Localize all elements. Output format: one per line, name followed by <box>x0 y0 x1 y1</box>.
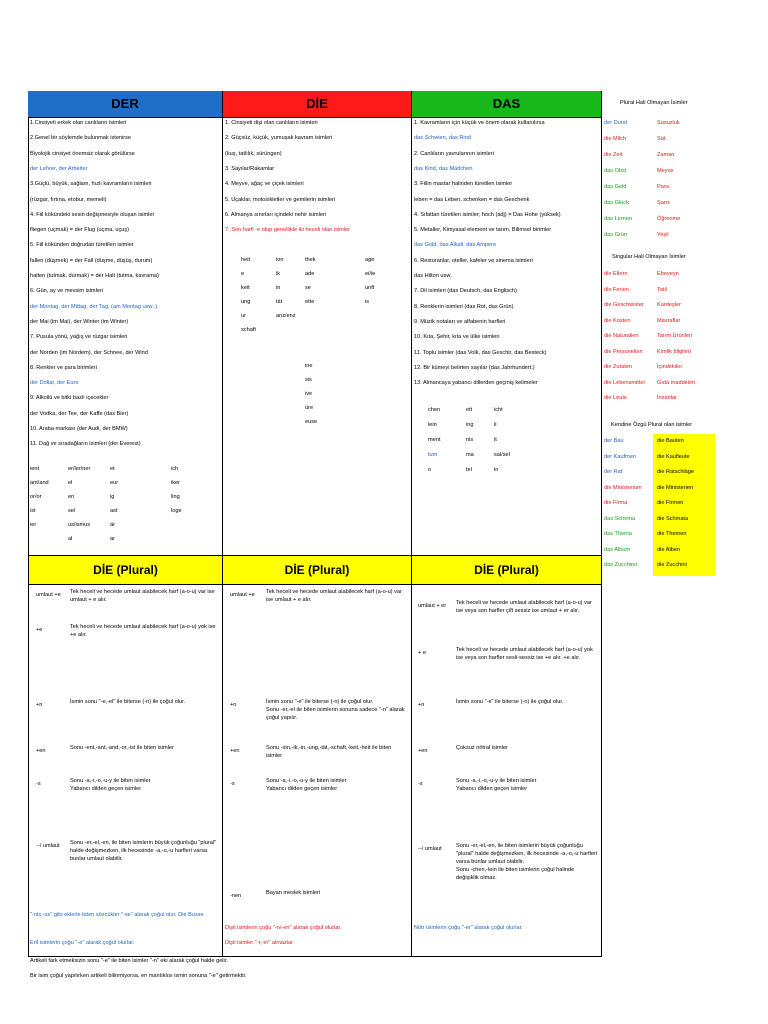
side-special-word: der Bau <box>604 438 624 444</box>
die-rule-line: (kuş, tatlılık, sürüngen) <box>225 150 282 157</box>
side-title-special: Kendine Özgü Plural olan isimler <box>611 422 693 428</box>
die-suffix: sis <box>305 377 312 383</box>
die-suffix: tät <box>276 299 283 305</box>
der-plural-key: +n <box>36 702 43 708</box>
die-rule-line: 4. Meyve, ağaç ve çiçek isimleri <box>225 181 304 188</box>
der-plural-note: "-nis,-us" gibi eklerle biten sözcükler "-se" alarak çoğul olur. Die Busse <box>30 912 204 918</box>
die-suffix: ion <box>276 257 284 263</box>
side-plural-translation: Öğrenme <box>657 216 681 222</box>
das-plural-text: "plural" halde değişmezken, ilk hecesinde -a,-o,-u harfleri <box>456 851 598 857</box>
side-plural-translation: Para <box>657 184 669 190</box>
der-suffix: ast <box>110 508 118 514</box>
der-suffix: er/ler/ner <box>68 466 91 472</box>
die-suffix: in <box>276 285 281 291</box>
das-rule-line: das Schwien, das Rind <box>414 135 471 142</box>
side-special-plural: die Firmen <box>657 500 684 506</box>
side-plural-translation: Şans <box>657 200 670 206</box>
der-plural-text: Yabancı dilden geçen isimler <box>70 786 142 792</box>
das-plural-text: varsa bunlar umlaut olabilir. <box>456 859 525 865</box>
side-plural-translation: Süt <box>657 136 666 142</box>
das-rule-line: 6. Restoranlar, oteller, kafeler ve sinema isimleri <box>414 257 533 264</box>
die-suffix: euse <box>305 419 318 425</box>
das-suffix: icht <box>494 407 503 413</box>
die-rule-line: 1. Cinsiyeti dişi olan canlıların isimleri <box>225 120 318 126</box>
side-plural-word: die Milch <box>604 136 627 142</box>
die-suffix: ik <box>276 271 281 277</box>
die-plural-key: -nen <box>230 893 242 899</box>
die-plural-text: isimler <box>266 753 283 759</box>
das-plural-text: ise veya son harfler sesli-sessiz ise +e alır. +e alır. <box>456 655 581 661</box>
das-plural-text: İsmin sonu "-e" ile biterse (-n) ile çoğul olur. <box>456 699 564 705</box>
die-suffix: is <box>365 299 370 305</box>
side-plural-translation: Zaman <box>657 152 675 158</box>
der-rule-line: der Vodka, der Tee, der Kaffe (das Bier) <box>30 410 129 417</box>
side-special-word: der Rat <box>604 469 623 475</box>
die-suffix: üre <box>305 405 314 411</box>
das-suffix: sal/sel <box>494 452 510 458</box>
side-singular-translation: Masraflar <box>657 317 681 324</box>
der-rule-line: 5. Fiil kökünden doğrudan türetilen isimler <box>30 242 134 249</box>
der-suffix: loge <box>171 508 182 514</box>
das-plural-key: + e <box>418 650 426 656</box>
das-plural-text: Çoksuz nötral isimler <box>456 745 508 751</box>
grid-line <box>28 91 29 957</box>
die-suffix: ette <box>305 299 315 305</box>
der-suffix: ier <box>30 522 37 528</box>
das-rule-line: 7. Dil isimleri (das Deutsch, das Englisch) <box>414 288 517 295</box>
side-special-word: die Ministerium <box>604 484 642 491</box>
der-rule-line: 10. Araba markası (der Audi, der BMW) <box>30 426 128 432</box>
side-plural-word: das Geld <box>604 184 627 190</box>
das-suffix: lein <box>428 422 437 428</box>
side-special-word: das Zucchino <box>604 562 638 568</box>
das-plural-key: -s <box>418 781 423 787</box>
das-suffix: tum <box>428 452 438 458</box>
der-suffix: al <box>68 536 73 542</box>
das-rule-line: 5. Metaller, Kimyasal element ve tarım, Bilimsel birimler <box>414 227 552 234</box>
die-suffix: thek <box>305 257 316 263</box>
die-rule-line: 7. Son harfi -e olup genellikle iki heceli olan isimler <box>225 227 350 234</box>
die-suffix: ung <box>241 299 251 305</box>
das-rule-line: leben = das Leben, schenken = das Geschenk <box>414 196 530 203</box>
die-plural-key: umlaut +e <box>230 592 255 598</box>
der-rule-line: 7. Pusula yönü, yağış ve rüzgar isimleri <box>30 334 128 341</box>
die-header: DİE <box>223 91 411 117</box>
das-plural-key: +en <box>418 748 428 754</box>
der-plural-text: Sonu -er,-el,-en, ile biten isimlerin büyük çoğunluğu "plural" <box>70 840 217 846</box>
side-special-plural: die Kaufleute <box>657 453 690 460</box>
die-plural-text: Yabancı dilden geçen isimler <box>266 786 338 792</box>
side-singular-translation: Tarım Ürünleri <box>657 333 693 339</box>
der-rule-line: halten (tutmak, durmak) = der Halt (tutma, kavrama) <box>30 273 159 279</box>
der-rule-line: 11. Dağ ve sıradağların isimleri (der Everest) <box>30 441 141 448</box>
das-header: DAS <box>412 91 601 117</box>
side-singular-translation: İçindekiler <box>657 364 683 370</box>
side-singular-translation: Kardeşler <box>657 302 681 308</box>
das-rule-line: 8. Renklerin isimleri (das Rot, das Grün) <box>414 303 514 310</box>
der-plural-text: Tek heceli ve hecede umlaut alabilecek harf (a-o-u) yok ise <box>70 624 216 630</box>
side-plural-word: die Zeit <box>604 152 623 158</box>
der-suffix: ant/and <box>30 480 49 486</box>
der-suffix: ling <box>171 494 180 500</box>
die-plural-text: Sonu -ion,-ik,-in,-ung,-tät,-schaft,-keit,-heit ile biten <box>266 745 392 751</box>
grid-line <box>411 91 412 957</box>
side-singular-word: die Leute <box>604 395 628 401</box>
der-rule-line: 9. Alkollü ve bitki bazlı içecekler <box>30 395 109 402</box>
das-plural-text: Sonu -er,-el,-en, ile biten isimlerin büyük çoğunluğu <box>456 843 583 849</box>
side-title-singular: Singular Hali Olmayan İsimler <box>612 254 686 260</box>
side-special-plural: die Themen <box>657 531 687 537</box>
der-rule-line: der Dollar, der Euro <box>30 380 79 387</box>
das-plural-text: ise veya son harfler çift sessiz ise umlaut + er alır. <box>456 608 580 614</box>
grid-line <box>601 91 602 957</box>
das-rule-line: 3. Fiilin mastar halinden türetilen isimler <box>414 181 513 188</box>
side-plural-word: das Lernen <box>604 216 632 222</box>
side-special-word: das Album <box>604 546 631 553</box>
grid-line <box>28 117 601 118</box>
side-special-word: das Schema <box>604 515 636 522</box>
der-rule-line: 1.Cinsiyeti erkek olan canlıların isimleri <box>30 120 127 126</box>
der-rule-line: der Lehrer, der Arbeiter <box>30 165 88 172</box>
das-suffix: ing <box>466 422 474 428</box>
das-plural-text: değişiklik olmaz. <box>456 875 497 881</box>
der-rule-line: 6. Gün, ay ve mevsim isimleri <box>30 288 104 295</box>
side-title-plural: Plural Hali Olmayan İsimler <box>620 100 688 106</box>
die-plural-text: Tek heceli ve hecede umlaut alabilecek harf (a-o-u) var <box>266 589 402 595</box>
der-plural-key: --/ umlaut <box>36 843 60 849</box>
das-plural-key: +n <box>418 702 425 708</box>
side-singular-translation: İnsanlar <box>657 395 677 401</box>
das-plural-text: Sonu -a,-i,-o,-u-y ile biten isimler <box>456 778 537 784</box>
das-plural-text: Tek heceli ve hecede umlaut alabilecek harf (a-o-u) var <box>456 600 592 606</box>
side-special-word: die Firma <box>604 500 628 506</box>
das-rule-line: das Hilton usw. <box>414 273 452 279</box>
der-plural-note: Eril isimlerin çoğu "-e" alarak çoğul olurlar. <box>30 940 135 946</box>
der-plural-header: DİE (Plural) <box>29 556 222 584</box>
der-plural-text: +e alır. <box>70 632 87 638</box>
die-plural-key: +n <box>230 702 237 708</box>
das-rule-line: 12. Bir kümeyi belirten sayılar (das Jahrhundert.) <box>414 364 535 371</box>
der-plural-text: halde değişmezken, ilk hecesinde -a,-o,-u harfleri varsa <box>70 848 208 854</box>
der-suffix: iker <box>171 480 181 486</box>
der-rule-line: 4. Fiil kökündeki sesin değişmesiyle oluşan isimler <box>30 211 155 218</box>
der-suffix: el <box>68 480 73 486</box>
das-suffix: ett <box>466 407 473 413</box>
die-plural-text: Sonu -er,-el ile biten isimlerin sonuna sadece "-n" alarak <box>266 707 405 713</box>
das-rule-line: 1. Kavramların için küçük ve önem olarak kullanılırsa <box>414 120 545 126</box>
die-rule-line: 6. Almanya sınırları içindeki nehir isimleri <box>225 211 327 218</box>
der-rule-line: der Montag, der Mittag, der Tag, (am Montag usw..) <box>30 303 158 310</box>
der-plural-text: Tek heceli ve hecede umlaut alabilecek harf (a-o-u) var ise <box>70 589 215 595</box>
das-plural-key: umlaut + er <box>418 603 447 609</box>
die-plural-text: ise umlaut + e alır. <box>266 597 312 603</box>
das-plural-key: --/ umlaut <box>418 846 442 852</box>
side-plural-word: das Glück <box>604 200 629 206</box>
das-suffix: chen <box>428 407 441 413</box>
das-suffix: ment <box>428 437 441 443</box>
side-singular-word: die Ferien <box>604 286 629 293</box>
side-singular-word: die Zutaten <box>604 364 632 370</box>
side-singular-word: die Kosten <box>604 317 631 324</box>
footer-note-1: Artikeli fark etmeksizin sonu "-e" ile biten isimler "-n" eki alarak çoğul halde gelir. <box>30 958 228 964</box>
die-plural-key: -s <box>230 781 235 787</box>
die-plural-note: Dişil isimlerin çoğu "-n/-en" alarak çoğul olurlar. <box>225 925 342 931</box>
der-rule-line: Biyolojik cinsiyet önemsiz olarak görülürse <box>30 150 135 157</box>
der-suffix: ich <box>171 466 179 472</box>
side-special-plural: die Ratschläge <box>657 469 695 475</box>
der-suffix: ar <box>110 536 115 542</box>
der-suffix: or/or <box>30 494 42 500</box>
side-singular-translation: Kimlik bilgileri <box>657 348 691 355</box>
die-plural-note: Dişil isimler "-r, er" almazlar <box>225 940 293 946</box>
die-plural-header: DİE (Plural) <box>223 556 411 584</box>
die-plural-text: İsmin sonu "-e" ile biterse (-n) ile çoğul olur. <box>266 699 374 705</box>
der-rule-line: 3.Güçlü, büyük, sağlam, hızlı kavramların isimleri <box>30 181 152 188</box>
der-rule-line: (rüzgar, fırtına, etobur, memeli) <box>30 196 107 203</box>
der-suffix: en <box>68 494 75 500</box>
side-special-plural: die Zucchini <box>657 562 687 568</box>
die-suffix: keit <box>241 285 250 291</box>
das-suffix: il <box>494 422 497 428</box>
der-plural-key: umlaut +e <box>36 592 61 598</box>
der-plural-key: -s <box>36 781 41 787</box>
das-plural-text: Yabancı dilden geçen isimler <box>456 786 528 792</box>
das-rule-line: 2. Canlıların yavrularının isimleri <box>414 150 494 157</box>
side-special-plural: die Schmata <box>657 515 689 522</box>
das-plural-text: Sonu -chen,-lein ile biten isimlerin çoğul halinde <box>456 867 575 873</box>
die-plural-key: +en <box>230 748 240 754</box>
side-special-word: das Thema <box>604 531 632 537</box>
die-suffix: ive <box>305 391 313 397</box>
der-suffix: ist <box>30 508 36 514</box>
der-rule-line: 2.Genel bir söylemde bulunmak istenirse <box>30 135 132 142</box>
side-plural-translation: Meyve <box>657 168 674 174</box>
der-plural-text: umlaut + e alır. <box>70 597 107 603</box>
die-suffix: ade <box>305 271 315 277</box>
side-special-word: der Kaufmen <box>604 453 637 460</box>
die-suffix: ur <box>241 313 246 319</box>
der-header: DER <box>28 91 222 117</box>
der-suffix: ig <box>110 494 115 500</box>
das-suffix: it <box>494 437 497 443</box>
die-suffix: unft <box>365 285 375 291</box>
das-plural-header: DİE (Plural) <box>412 556 601 584</box>
side-plural-word: der Durst <box>604 120 628 126</box>
das-rule-line: 13. Almancaya yabancı dillerden geçmiş kelimeler <box>414 380 538 387</box>
der-suffix: ient <box>30 466 40 472</box>
side-singular-word: die Geschwister <box>604 302 644 308</box>
der-rule-line: der Norden (im Nordem), der Schnee, der Wind <box>30 349 148 356</box>
die-rule-line: 5. Uçaklar, motosikletler ve gemilerin isimleri <box>225 196 336 203</box>
der-rule-line: der Mai (im Mai), der Winter (im Winter) <box>30 318 129 325</box>
die-suffix: heit <box>241 257 251 263</box>
der-plural-text: Sonu -a,-i,-o,-u-y ile biten isimler <box>70 778 151 784</box>
der-suffix: us/ismus <box>68 522 91 528</box>
das-suffix: tel <box>466 467 472 473</box>
side-singular-word: die Eltern <box>604 271 628 277</box>
side-plural-translation: Susuzluk <box>657 120 680 126</box>
der-plural-text: Sonu -ent,-ant,-and,-or,-ist ile biten isimler <box>70 745 174 751</box>
der-plural-text: bunlar umlaut olabilir. <box>70 856 123 862</box>
der-plural-key: +en <box>36 748 46 754</box>
das-rule-line: das Kind, das Mädchen <box>414 165 473 172</box>
side-singular-word: die Personelien <box>604 348 643 355</box>
der-suffix: et <box>110 466 115 472</box>
side-singular-word: die Naturalien <box>604 333 639 339</box>
side-plural-translation: Yeşil <box>657 232 669 238</box>
side-plural-word: das Obst <box>604 168 627 174</box>
das-rule-line: 11. Toplu isimler (das Volk, das Geschir, das Besteck) <box>414 349 547 356</box>
der-rule-line: fallen (düşmek) = der Fall (düşme, düşüş, durum) <box>30 257 153 264</box>
side-special-plural: die Alben <box>657 546 681 553</box>
grid-line <box>28 584 601 585</box>
das-rule-line: 9. Müzik notaları ve alfabenin harfleri <box>414 318 506 325</box>
side-singular-word: die Lebensmittel <box>604 379 645 386</box>
side-singular-translation: Gıda maddeleri <box>657 379 696 386</box>
die-suffix: e <box>241 271 245 277</box>
die-suffix: se <box>305 285 311 291</box>
das-suffix: nis <box>466 437 474 443</box>
die-plural-text: Sonu -a,-i,-o,-u-y ile biten isimler <box>266 778 347 784</box>
die-rule-line: 3. Sayılar/Rakamlar <box>225 165 275 172</box>
das-suffix: o <box>428 467 432 473</box>
die-suffix: age <box>365 257 375 263</box>
der-plural-key: +e <box>36 627 43 633</box>
der-suffix: eur <box>110 480 119 486</box>
grid-line <box>28 956 601 957</box>
das-plural-note: Nötr isimlerin çoğu "-er" alarak çoğul olurlar. <box>414 925 523 931</box>
side-special-plural: die Ministerien <box>657 484 694 491</box>
das-suffix: ma <box>466 452 474 458</box>
das-rule-line: das Gold, das Alkali, das Ampere <box>414 242 497 249</box>
das-rule-line: 4. Sıfattan türetilen isimler; hoch (adj) = Das Hohe (yüksek) <box>414 211 561 218</box>
die-suffix: anz/enz <box>276 313 296 319</box>
das-rule-line: 10. Kıta, Şehir, kıta ve ülke isimleri <box>414 334 500 341</box>
der-suffix: är <box>110 522 115 528</box>
die-plural-text: çoğul yapılır. <box>266 715 298 721</box>
der-plural-text: İsmin sonu "-e,-el" ile biterse (-n) ile çoğul olur. <box>70 699 186 705</box>
die-suffix: ei/ie <box>365 271 376 277</box>
das-suffix: in <box>494 467 499 473</box>
side-singular-translation: Ebeveyn <box>657 271 679 277</box>
der-rule-line: 8. Renkler ve para birimleri <box>30 364 97 371</box>
side-singular-translation: Tatil <box>657 286 667 293</box>
die-plural-text: Bayan meslek isimleri <box>266 890 321 896</box>
der-suffix: sel <box>68 508 76 514</box>
das-plural-text: Tek heceli ve hecede umlaut alabilecek harf (a-o-u) yok <box>456 647 593 653</box>
footer-note-2: Bir isim çoğul yapılırken artikeli bilinmiyorsa, en mantıklısı ismin sonuna "-e" getirmektir. <box>30 973 247 979</box>
der-rule-line: fliegen (uçmak) = der Flug (uçma, uçuş) <box>30 227 130 234</box>
die-suffix: ine <box>305 363 313 369</box>
die-suffix: schaft <box>241 327 256 333</box>
side-plural-word: das Grün <box>604 232 628 238</box>
grid-line <box>222 91 223 957</box>
die-rule-line: 2. Güçsüz, küçük, yumuşak kavram isimleri <box>225 135 333 142</box>
side-special-plural: die Bauten <box>657 438 684 444</box>
